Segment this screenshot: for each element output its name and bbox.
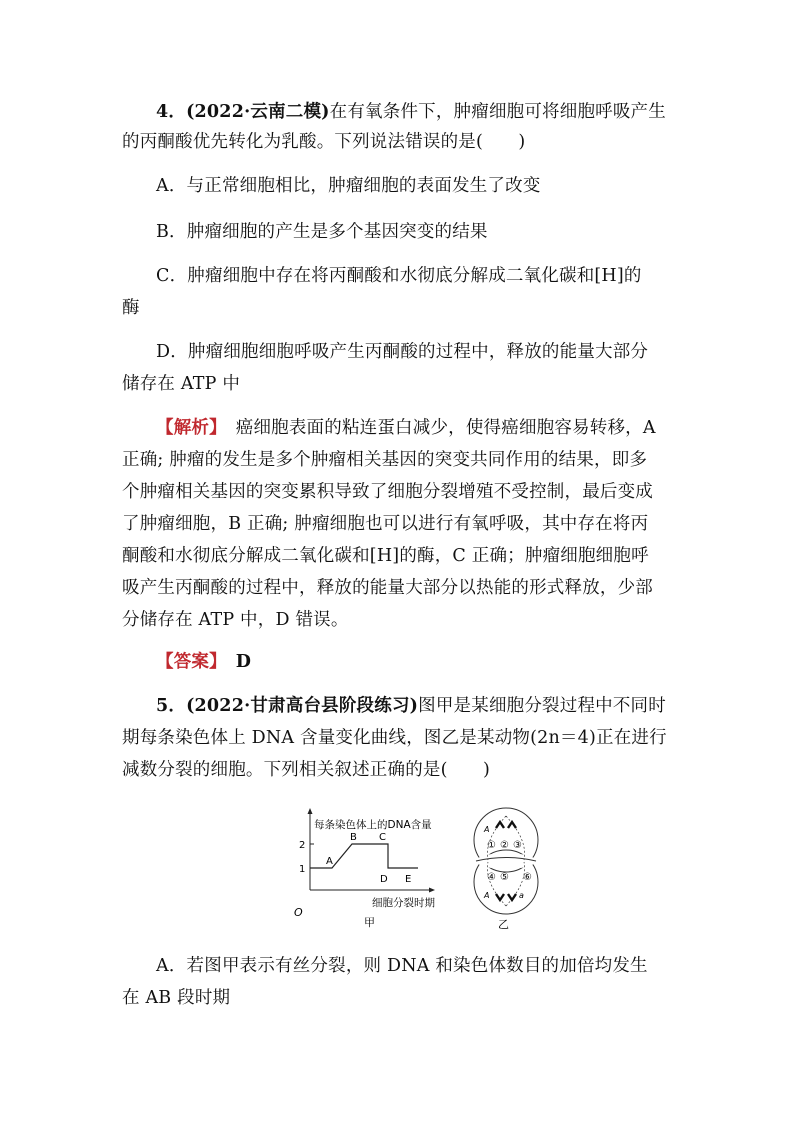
svg-text:A: A xyxy=(484,825,490,834)
origin-label: O xyxy=(294,906,303,919)
cell-num-3: ③ xyxy=(513,840,522,851)
q4-answer: 【答案】 D xyxy=(156,652,252,672)
caption-jia: 甲 xyxy=(364,916,375,929)
point-label-a: A xyxy=(326,856,333,867)
q4-analysis-line5: 酮酸和水彻底分解成二氧化碳和[H]的酶，C 正确；肿瘤细胞细胞呼 xyxy=(122,546,649,566)
q5-stem-line2: 期每条染色体上 DNA 含量变化曲线，图乙是某动物(2n＝4)正在进行 xyxy=(122,728,667,748)
cell-num-2: ② xyxy=(500,840,509,851)
q4-option-d-line2: 储存在 ATP 中 xyxy=(122,374,241,394)
cell-num-4: ④ xyxy=(487,872,496,883)
analysis-tag: 【解析】 xyxy=(156,418,219,438)
q4-analysis-line7: 分储存在 ATP 中，D 错误。 xyxy=(122,610,349,630)
y-axis-label: 每条染色体上的DNA含量 xyxy=(314,819,432,831)
figure-jia-yi-svg xyxy=(288,800,548,940)
q4-analysis-line1: 【解析】 癌细胞表面的粘连蛋白减少，使得癌细胞容易转移，A xyxy=(156,418,656,438)
q5-stem-line1: 5．(2022·甘肃高台县阶段练习)图甲是某细胞分裂过程中不同时 xyxy=(156,696,666,716)
point-label-c: C xyxy=(379,832,386,843)
q4-option-d-line1: D．肿瘤细胞细胞呼吸产生丙酮酸的过程中，释放的能量大部分 xyxy=(156,342,649,362)
q4-stem-line2: 的丙酮酸优先转化为乳酸。下列说法错误的是( ) xyxy=(122,132,526,152)
q4-option-c-line1: C．肿瘤细胞中存在将丙酮酸和水彻底分解成二氧化碳和[H]的 xyxy=(156,266,642,286)
y-axis-arrow-icon xyxy=(308,808,313,814)
x-axis-label: 细胞分裂时期 xyxy=(372,897,435,909)
svg-text:A: A xyxy=(484,891,490,900)
point-label-d: D xyxy=(380,874,388,885)
dividing-cell-diagram xyxy=(474,808,538,914)
q5-option-a-line2: 在 AB 段时期 xyxy=(122,988,231,1008)
svg-text:a: a xyxy=(519,891,524,900)
q4-option-a: A．与正常细胞相比，肿瘤细胞的表面发生了改变 xyxy=(156,176,541,196)
caption-yi: 乙 xyxy=(498,918,509,931)
q4-option-c-line2: 酶 xyxy=(122,298,140,318)
point-label-b: B xyxy=(350,832,357,843)
point-label-e: E xyxy=(405,874,412,885)
cell-num-6: ⑥ xyxy=(523,872,532,883)
q4-analysis-line3: 个肿瘤相关基因的突变累积导致了细胞分裂增殖不受控制，最后变成 xyxy=(122,482,653,502)
q5-stem-line3: 减数分裂的细胞。下列相关叙述正确的是( ) xyxy=(122,760,491,780)
q4-stem-line1: 4．(2022·云南二模)在有氧条件下，肿瘤细胞可将细胞呼吸产生 xyxy=(156,102,666,122)
q4-analysis-line4: 了肿瘤细胞，B 正确; 肿瘤细胞也可以进行有氧呼吸，其中存在将丙 xyxy=(122,514,649,534)
cell-num-1: ① xyxy=(487,840,496,851)
y-tick-2: 2 xyxy=(299,840,306,851)
cell-num-5: ⑤ xyxy=(500,872,509,883)
q4-analysis-line2: 正确; 肿瘤的发生是多个肿瘤相关基因的突变共同作用的结果，即多 xyxy=(122,450,648,470)
q5-figure xyxy=(288,800,548,940)
x-axis-arrow-icon xyxy=(429,888,435,893)
answer-tag: 【答案】 xyxy=(156,652,219,672)
q4-option-b: B．肿瘤细胞的产生是多个基因突变的结果 xyxy=(156,222,488,242)
q4-analysis-line6: 吸产生丙酮酸的过程中，释放的能量大部分以热能的形式释放，少部 xyxy=(122,578,653,598)
y-tick-1: 1 xyxy=(299,864,306,875)
q5-option-a-line1: A．若图甲表示有丝分裂，则 DNA 和染色体数目的加倍均发生 xyxy=(156,956,648,976)
